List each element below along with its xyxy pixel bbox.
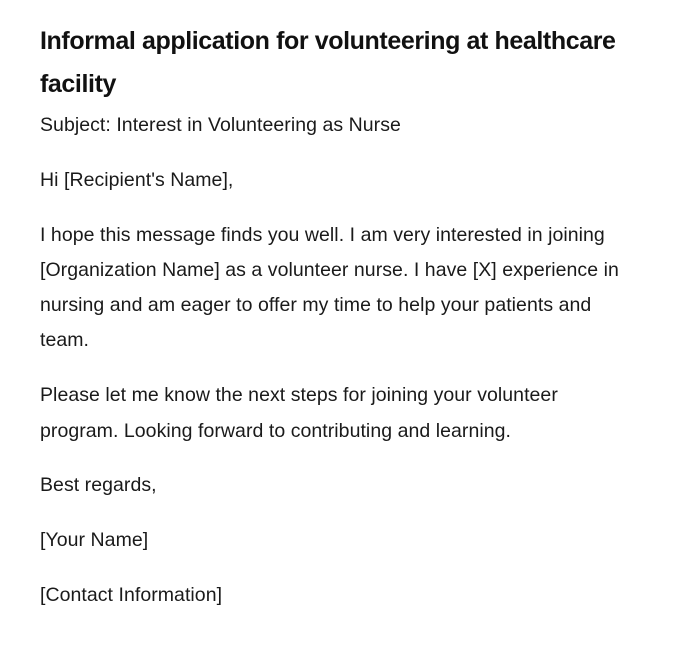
document-title: Informal application for volunteering at healthcare facility [40,27,616,98]
body-paragraph-next-steps: Please let me know the next steps for joining your volunteer program. Looking forward to contributing and learning. [40,384,558,442]
greeting-line: Hi [Recipient's Name], [40,168,234,191]
letter-document [40,20,640,633]
body-paragraph-intro: I hope this message finds you well. I am very interested in joining [Organization Name] as a volunteer nurse. I have [X] experience in nursing and am eager to offer my time to help your patients and team. [40,223,619,352]
signature-name: [Your Name] [40,529,149,552]
subject-line: Subject: Interest in Volunteering as Nurse [40,114,401,136]
closing-line: Best regards, [40,474,157,497]
contact-information: [Contact Information] [40,583,223,606]
